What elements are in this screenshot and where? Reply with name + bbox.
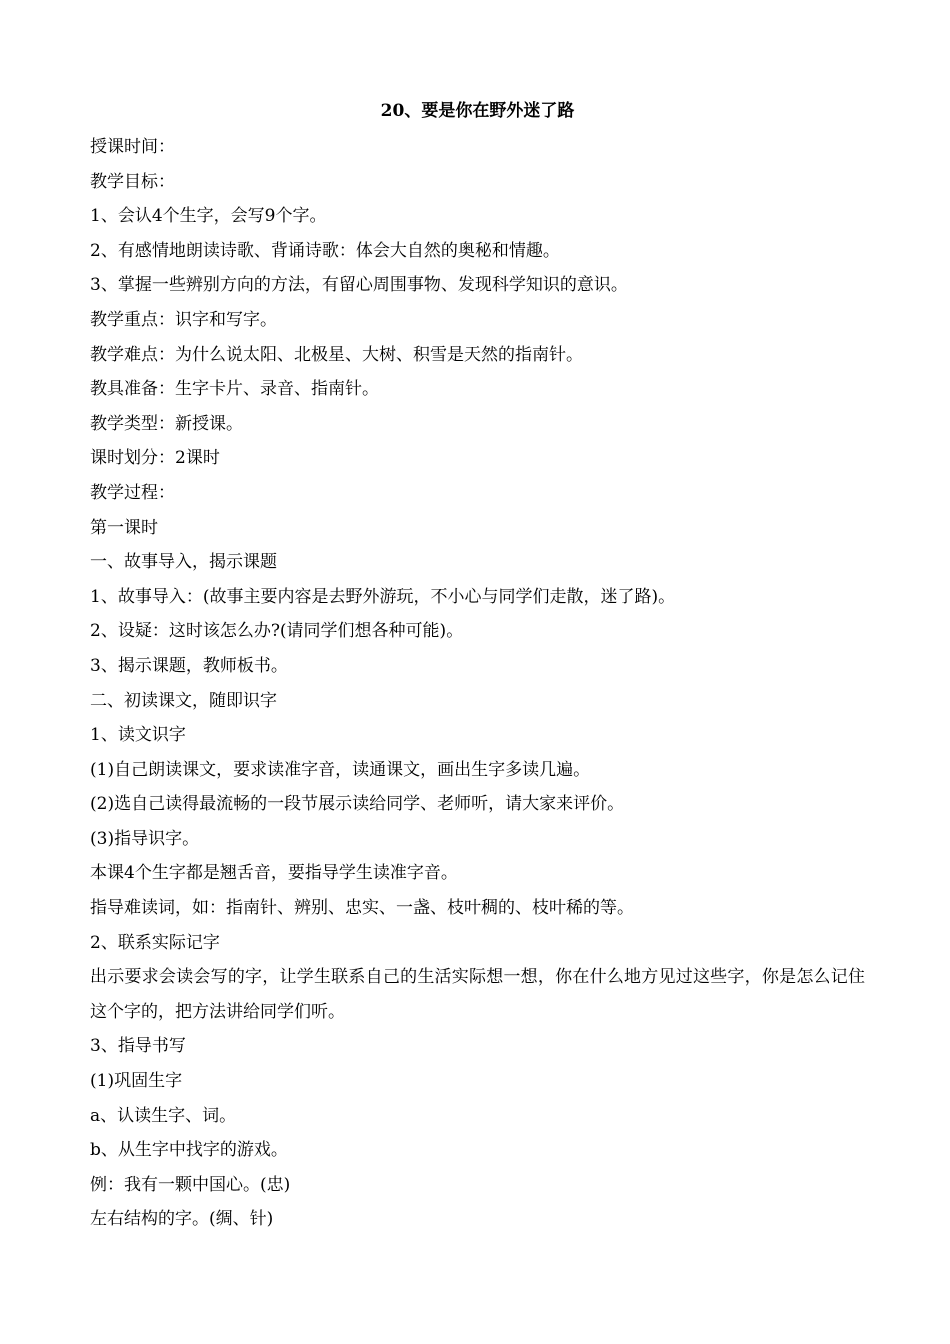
teaching-difficulty: 教学难点：为什么说太阳、北极星、大树、积雪是天然的指南针。 — [90, 344, 583, 365]
section-1-heading: 一、故事导入，揭示课题 — [90, 552, 277, 573]
section-2-sub-3: 3、指导书写 — [90, 1036, 186, 1057]
section-2-sub-1: 1、读文识字 — [90, 725, 186, 746]
document-title: 20、要是你在野外迷了路 — [380, 101, 575, 121]
paragraph-real-life: 出示要求会读会写的字，让学生联系自己的生活实际想一想，你在什么地方见过这些字，你是怎么记住这个字的，把方法讲给同学们听。 — [90, 967, 865, 1022]
first-period-heading: 第一课时 — [90, 517, 158, 538]
section-2-sub-1-item-3: (3)指导识字。 — [90, 828, 200, 849]
section-1-item-3: 3、揭示课题，教师板书。 — [90, 655, 288, 676]
lesson-type: 教学类型：新授课。 — [90, 413, 243, 434]
example-line: 例：我有一颗中国心。(忠) — [90, 1174, 291, 1195]
section-1-item-2: 2、设疑：这时该怎么办?(请同学们想各种可能)。 — [90, 621, 464, 642]
goal-3: 3、掌握一些辨别方向的方法，有留心周围事物、发现科学知识的意识。 — [90, 275, 628, 296]
left-right-structure-line: 左右结构的字。(绸、针) — [90, 1209, 274, 1230]
section-2-sub-1-item-2: (2)选自己读得最流畅的一段节展示读给同学、老师听，请大家来评价。 — [90, 794, 625, 815]
teaching-process-heading: 教学过程： — [90, 482, 175, 503]
section-1-item-1: 1、故事导入：(故事主要内容是去野外游玩，不小心与同学们走散，迷了路)。 — [90, 586, 676, 607]
item-b: b、从生字中找字的游戏。 — [90, 1140, 288, 1161]
teaching-aids: 教具准备：生字卡片、录音、指南针。 — [90, 379, 379, 400]
paragraph-difficult-words: 指导难读词，如：指南针、辨别、忠实、一盏、枝叶稠的、枝叶稀的等。 — [90, 898, 634, 919]
document-page — [90, 96, 865, 1237]
lesson-time-label: 授课时间： — [90, 137, 175, 157]
teaching-focus: 教学重点：识字和写字。 — [90, 309, 277, 330]
item-a: a、认读生字、词。 — [90, 1105, 237, 1126]
section-2-sub-3-item-1: (1)巩固生字 — [90, 1071, 183, 1092]
section-2-sub-1-item-1: (1)自己朗读课文，要求读准字音，读通课文，画出生字多读几遍。 — [90, 759, 591, 780]
section-2-heading: 二、初读课文，随即识字 — [90, 690, 277, 711]
teaching-goals-heading: 教学目标： — [90, 171, 175, 192]
goal-2: 2、有感情地朗读诗歌、背诵诗歌：体会大自然的奥秘和情趣。 — [90, 240, 560, 261]
lesson-periods: 课时划分：2课时 — [90, 448, 220, 469]
goal-1: 1、会认4个生字，会写9个字。 — [90, 206, 327, 227]
paragraph-retroflex: 本课4个生字都是翘舌音，要指导学生读准字音。 — [90, 863, 458, 884]
section-2-sub-2: 2、联系实际记字 — [90, 932, 220, 953]
